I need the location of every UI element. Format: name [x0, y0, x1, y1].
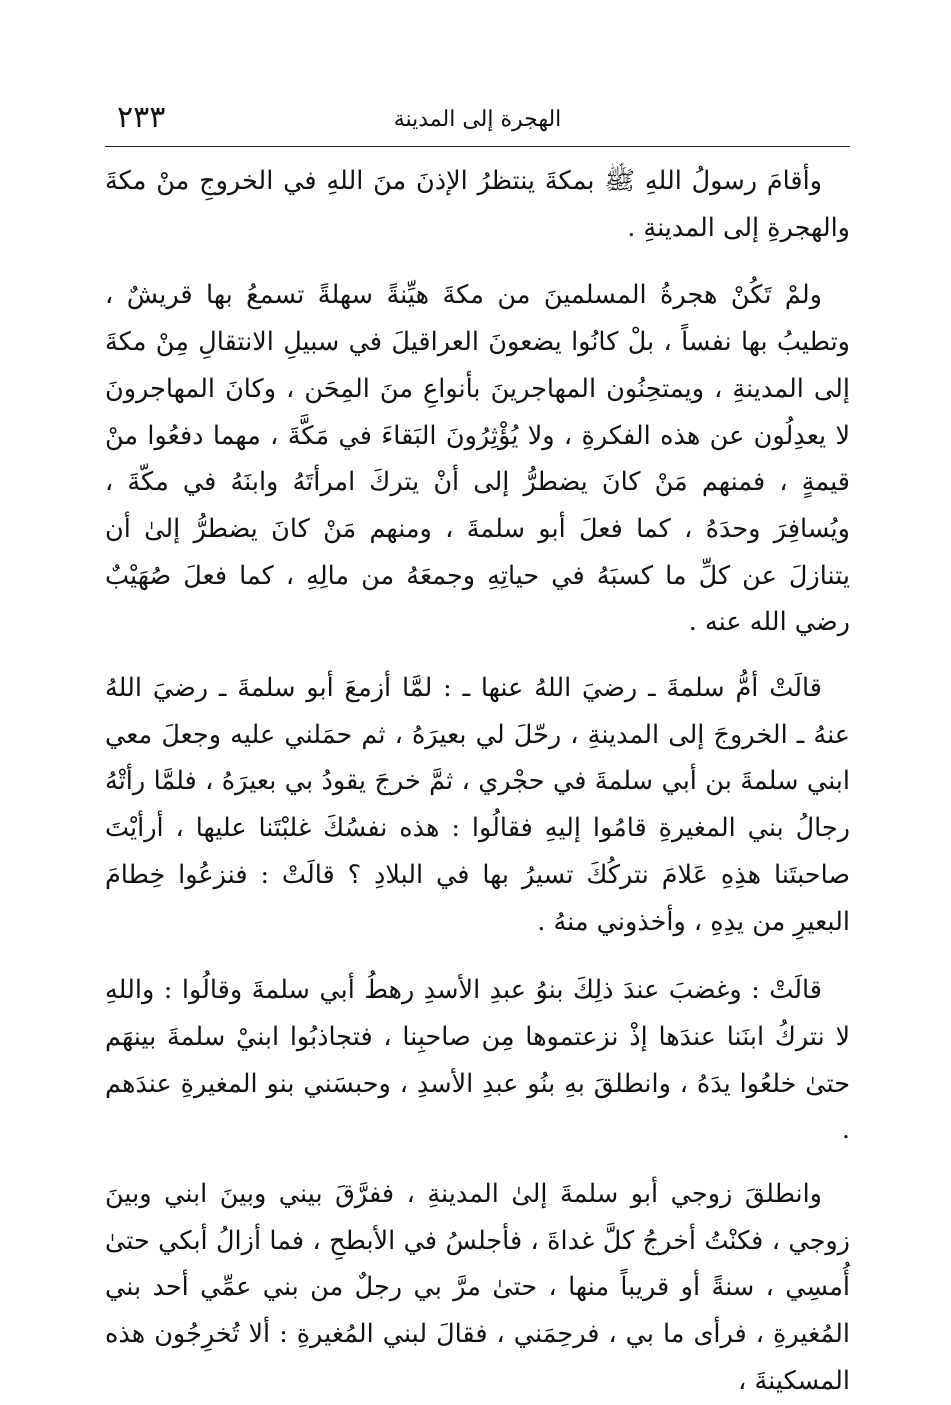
page-header [105, 98, 850, 146]
paragraph: وأقامَ رسولُ اللهِ ﷺ بمكةَ ينتظرُ الإذنَ منَ اللهِ في الخروجِ منْ مكةَ والهجرةِ إلى المدينةِ . [105, 166, 850, 243]
header-rule [105, 146, 850, 147]
running-title: الهجرة إلى المدينة [393, 107, 562, 132]
paragraph: قالَتْ أمُّ سلمةَ ـ رضيَ اللهُ عنها ـ : لمَّا أزمعَ أبو سلمةَ ـ رضيَ اللهُ عنهُ ـ الخروجَ إلى المدينةِ ، رحّلَ لي بعيرَهُ ، ثم حمَلني عليه وجعلَ معي ابني سلمةَ بن أبي سلمةَ في حجْري ، ثمَّ خرجَ يقودُ بي بعيرَهُ ، فلمَّا رأتْهُ رجالُ بني المغيرةِ قامُوا إليهِ فقالُوا : هذه نفسُكَ غلبْتَنا عليها ، أرأيْتَ صاحبتَنا هذِهِ عَلامَ نتركُكَ تسيرُ بها في البلادِ ؟ قالَتْ : فنزعُوا خِطامَ البعيرِ من يدِهِ ، وأخذوني منهُ . [105, 673, 850, 937]
paragraph: قالَتْ : وغضبَ عندَ ذلِكَ بنوُ عبدِ الأسدِ رهطُ أبي سلمةَ وقالُوا : واللهِ لا نتركُ ابنَنا عندَها إذْ نزعتموها مِن صاحبِنا ، فتجاذبُوا ابنيْ سلمةَ بينهَم حتىٰ خلعُوا يدَهُ ، وانطلقَ بهِ بنُو عبدِ الأسدِ ، وحبسَني بنو المغيرةِ عندَهم . [105, 975, 850, 1146]
page-number: ٢٣٣ [117, 100, 166, 135]
paragraph: ولمْ تَكُنْ هجرةُ المسلمينَ من مكةَ هيِّنةً سهلةً تسمعُ بها قريشٌ ، وتطيبُ بها نفساً ، بلْ كانُوا يضعونَ العراقيلَ في سبيلِ الانتقالِ مِنْ مكةَ إلى المدينةِ ، ويمتحِنُون المهاجرينَ بأنواعِ منَ المِحَن ، وكانَ المهاجرونَ لا يعدِلُون عن هذه الفكرةِ ، ولا يُؤْثِرُونَ البَقاءَ في مَكَّةَ ، مهما دفعُوا منْ قيمةٍ ، فمنهم مَنْ كانَ يضطرُّ إلى أنْ يتركَ امرأتَهُ وابنَهُ في مكّةَ ، ويُسافِرَ وحدَهُ ، كما فعلَ أبو سلمةَ ، ومنهم مَنْ كانَ يضطرُّ إلىٰ أن يتنازلَ عن كلِّ ما كسبَهُ في حياتِهِ وجمعَهُ من مالِهِ ، كما فعلَ صُهَيْبٌ رضي الله عنه . [105, 280, 850, 638]
paragraph: وانطلقَ زوجي أبو سلمةَ إلىٰ المدينةِ ، ففرَّقَ بيني وبينَ ابني وبينَ زوجي ، فكنْتُ أخرجُ كلَّ غداةَ ، فأجلسُ في الأبطحِ ، فما أزالُ أبكي حتىٰ أُمسِي ، سنةً أو قريباً منها ، حتىٰ مرَّ بي رجلٌ من بني عمِّي أحد بني المُغيرةِ ، فرأى ما بي ، فرحِمَني ، فقالَ لبني المُغيرةِ : ألا تُخرِجُون هذه المسكينةَ ، [105, 1179, 850, 1396]
page-body [105, 158, 850, 1405]
